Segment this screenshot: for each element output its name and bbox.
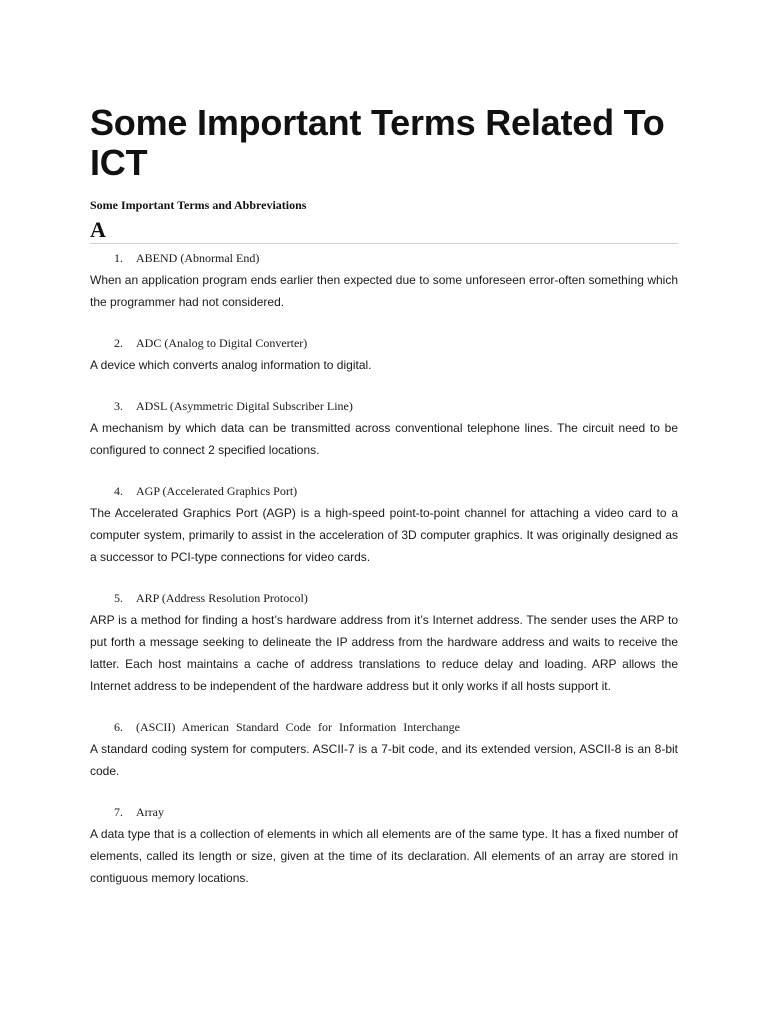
term-number: 4. [114,484,123,498]
section-heading-a: A [90,217,678,244]
term-number: 6. [114,720,123,734]
term-item [90,335,678,376]
term-item [90,250,678,313]
document-page [90,0,678,889]
term-definition: A standard coding system for computers. ASCII-7 is a 7-bit code, and its extended version, ASCII-8 is an 8-bit code. [90,742,678,778]
term-number: 1. [114,251,123,265]
term-item [90,398,678,461]
term-heading [90,804,678,820]
term-item [90,590,678,697]
term-definition: A data type that is a collection of elements in which all elements are of the same type. It has a fixed number of elements, called its length or size, given at the time of its declaration. All elements of an array are stored in contiguous memory locations. [90,827,678,885]
term-definition: A mechanism by which data can be transmitted across conventional telephone lines. The circuit need to be configured to connect 2 specified locations. [90,421,678,457]
term-number: 3. [114,399,123,413]
term-heading [90,398,678,414]
term-definition: The Accelerated Graphics Port (AGP) is a high-speed point-to-point channel for attaching a video card to a computer system, primarily to assist in the acceleration of 3D computer graphics. It was originally designed as a successor to PCI-type connections for video cards. [90,506,678,564]
term-heading [90,719,678,735]
term-heading [90,590,678,606]
term-item [90,804,678,889]
page-title: Some Important Terms Related To ICT [90,102,665,183]
term-title: Array [136,805,164,819]
term-title: (ASCII) American Standard Code for Information Interchange [136,720,460,734]
term-title: ADSL (Asymmetric Digital Subscriber Line) [136,399,353,413]
page-subtitle: Some Important Terms and Abbreviations [90,198,307,212]
term-heading [90,335,678,351]
term-number: 5. [114,591,123,605]
term-heading [90,250,678,266]
term-number: 7. [114,805,123,819]
term-title: ARP (Address Resolution Protocol) [136,591,308,605]
term-title: ABEND (Abnormal End) [136,251,260,265]
term-definition: A device which converts analog information to digital. [90,358,372,372]
term-item [90,719,678,782]
term-heading [90,483,678,499]
term-number: 2. [114,336,123,350]
term-title: AGP (Accelerated Graphics Port) [136,484,298,498]
term-definition: When an application program ends earlier then expected due to some unforeseen error-often something which the programmer had not considered. [90,273,678,309]
terms-list [90,250,678,889]
term-title: ADC (Analog to Digital Converter) [136,336,308,350]
term-item [90,483,678,568]
term-definition: ARP is a method for finding a host’s hardware address from it’s Internet address. The sender uses the ARP to put forth a message seeking to delineate the IP address from the hardware address and waits to receive the latter. Each host maintains a cache of address translations to reduce delay and loading. ARP allows the Internet address to be independent of the hardware address but it only works if all hosts support it. [90,613,678,693]
